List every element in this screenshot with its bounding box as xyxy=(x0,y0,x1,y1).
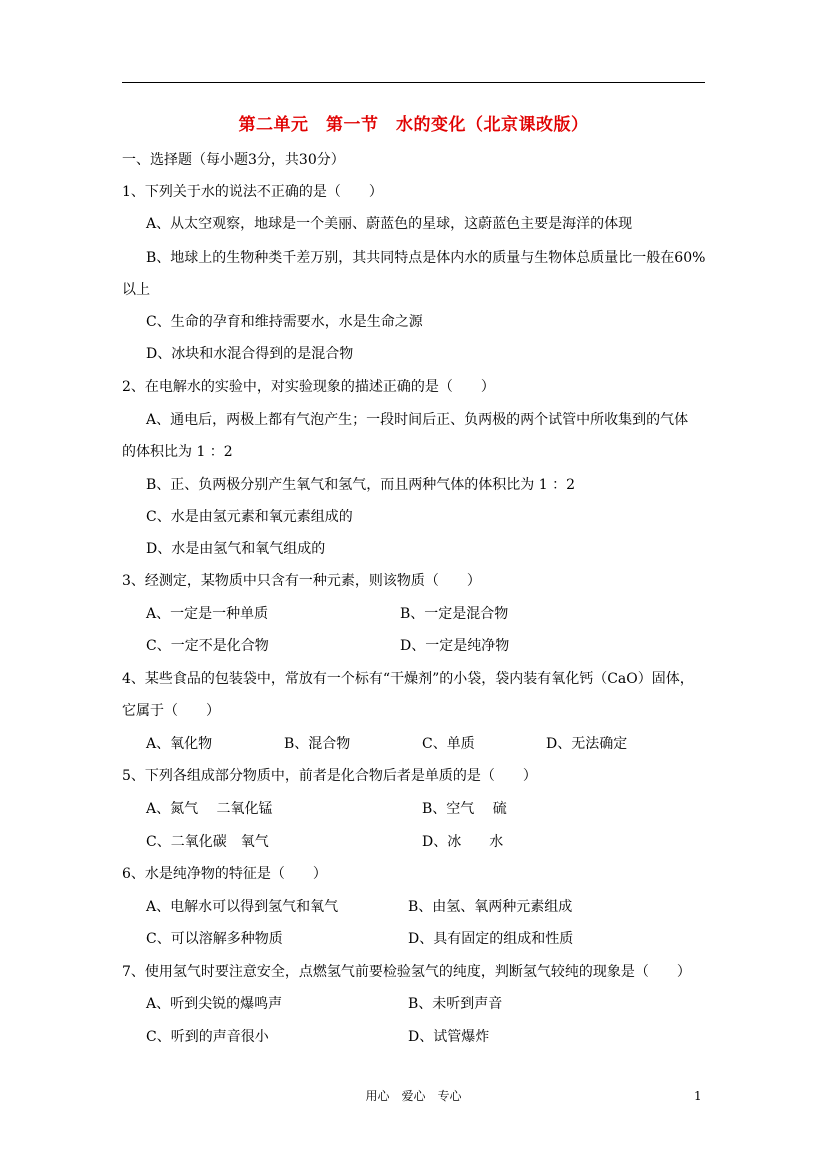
question-6-option-b: B、由氢、氧两种元素组成 xyxy=(408,899,573,915)
page-footer: 用心 爱心 专心 xyxy=(365,1089,462,1103)
question-1-option-d: D、冰块和水混合得到的是混合物 xyxy=(146,346,354,362)
question-1-option-a: A、从太空观察，地球是一个美丽、蔚蓝色的星球，这蔚蓝色主要是海洋的体现 xyxy=(146,216,633,232)
question-4-stem-cont: 它属于（ ） xyxy=(122,703,220,719)
question-3-option-a: A、一定是一种单质 xyxy=(146,606,269,622)
question-7-option-c: C、听到的声音很小 xyxy=(146,1029,269,1045)
question-5-option-a: A、氮气 二氧化锰 xyxy=(146,801,273,817)
question-3-stem: 3、经测定，某物质中只含有一种元素，则该物质（ ） xyxy=(122,573,481,589)
question-3-option-c: C、一定不是化合物 xyxy=(146,638,269,654)
question-6-option-a: A、电解水可以得到氢气和氧气 xyxy=(146,899,339,915)
question-7-option-b: B、未听到声音 xyxy=(408,996,503,1012)
question-1-option-b: B、地球上的生物种类千差万别，其共同特点是体内水的质量与生物体总质量比一般在60% xyxy=(146,250,706,266)
question-4-option-a: A、氧化物 xyxy=(146,736,213,752)
question-2-option-c: C、水是由氢元素和氧元素组成的 xyxy=(146,509,353,525)
question-1-option-b-cont: 以上 xyxy=(122,282,150,298)
question-6-option-d: D、具有固定的组成和性质 xyxy=(408,931,574,947)
question-4-option-b: B、混合物 xyxy=(284,736,351,752)
question-4-option-d: D、无法确定 xyxy=(546,736,628,752)
question-6-option-c: C、可以溶解多种物质 xyxy=(146,931,283,947)
question-6-stem: 6、水是纯净物的特征是（ ） xyxy=(122,866,327,882)
question-3-option-d: D、一定是纯净物 xyxy=(400,638,510,654)
question-7-stem: 7、使用氢气时要注意安全，点燃氢气前要检验氢气的纯度，判断氢气较纯的现象是（ ） xyxy=(122,964,691,980)
question-2-option-a: A、通电后，两极上都有气泡产生；一段时间后正、负两极的两个试管中所收集到的气体 xyxy=(146,412,689,428)
question-5-option-d: D、冰 水 xyxy=(422,834,504,850)
question-2-option-d: D、水是由氢气和氧气组成的 xyxy=(146,541,326,557)
question-3-option-b: B、一定是混合物 xyxy=(400,606,509,622)
page-number: 1 xyxy=(694,1089,702,1103)
question-4-stem: 4、某些食品的包装袋中，常放有一个标有“干燥剂”的小袋，袋内装有氧化钙（CaO）固体， xyxy=(122,671,694,687)
question-2-option-b: B、正、负两极分别产生氧气和氢气，而且两种气体的体积比为 1 ：2 xyxy=(146,477,576,493)
question-5-option-b: B、空气 硫 xyxy=(422,801,507,817)
header-rule xyxy=(122,82,705,83)
question-5-option-c: C、二氧化碳 氧气 xyxy=(146,834,269,850)
page-title: 第二单元 第一节 水的变化（北京课改版） xyxy=(238,115,589,135)
question-7-option-d: D、试管爆炸 xyxy=(408,1029,490,1045)
question-1-stem: 1、下列关于水的说法不正确的是（ ） xyxy=(122,184,383,200)
section-heading: 一、选择题（每小题3分，共30分） xyxy=(122,152,345,168)
question-5-stem: 5、下列各组成部分物质中，前者是化合物后者是单质的是（ ） xyxy=(122,768,537,784)
question-4-option-c: C、单质 xyxy=(422,736,475,752)
question-1-option-c: C、生命的孕育和维持需要水，水是生命之源 xyxy=(146,314,423,330)
question-2-option-a-cont: 的体积比为 1 ：2 xyxy=(122,444,233,460)
question-2-stem: 2、在电解水的实验中，对实验现象的描述正确的是（ ） xyxy=(122,379,495,395)
question-7-option-a: A、听到尖锐的爆鸣声 xyxy=(146,996,283,1012)
